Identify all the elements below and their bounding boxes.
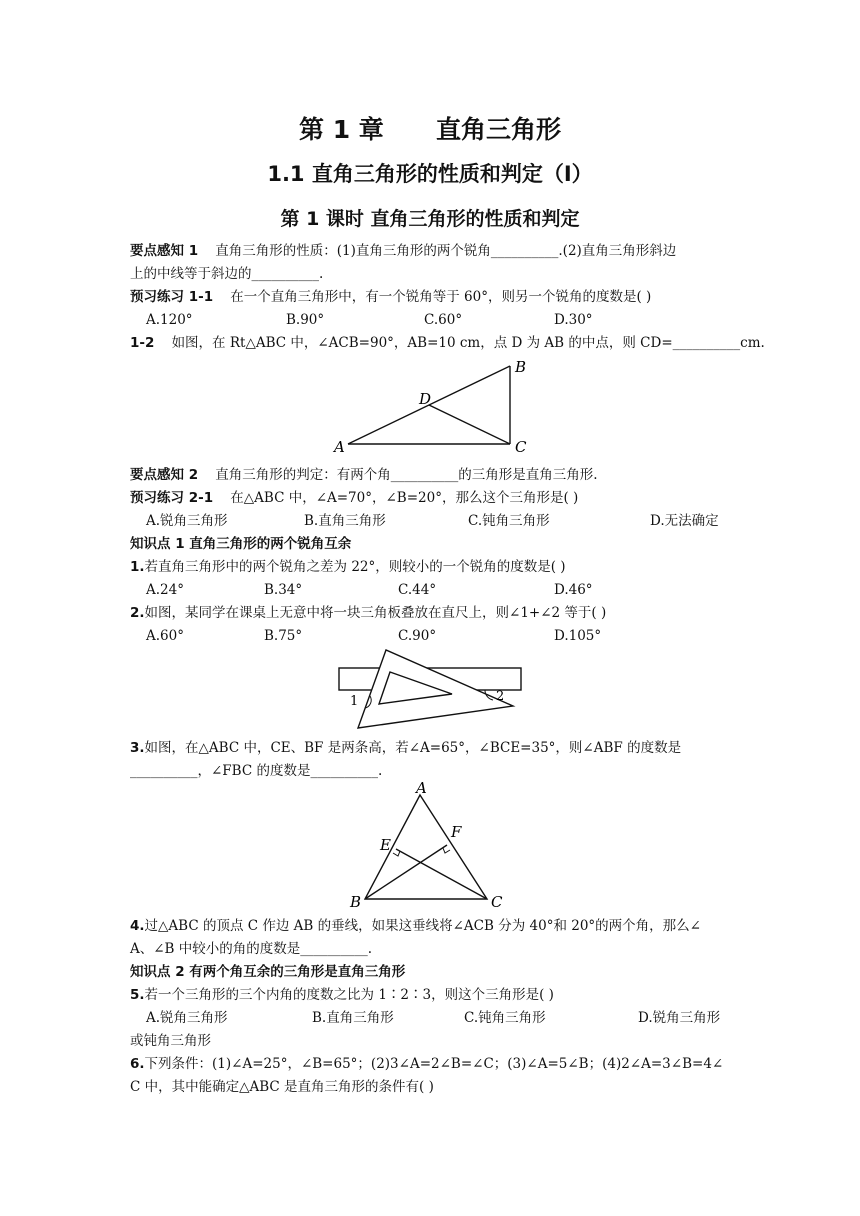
figure-set-square-on-ruler <box>335 648 525 734</box>
key-point-1-text: 直角三角形的性质：(1)直角三角形的两个锐角__________.(2)直角三角形斜边 <box>215 243 677 259</box>
altitude-bf <box>365 845 447 899</box>
label-a: A <box>416 781 427 797</box>
preview-exercise-1-2-label: 1-2 <box>130 335 155 351</box>
question-5-number: 5. <box>130 987 145 1003</box>
preview-exercise-1-2 <box>130 334 765 352</box>
question-6-text: 下列条件：(1)∠A=25°，∠B=65°；(2)3∠A=2∠B=∠C；(3)∠A=5∠B；(4)2∠A=3∠B=4∠ <box>144 1056 724 1072</box>
key-point-2 <box>130 466 732 484</box>
option-d: D.46° <box>554 582 593 598</box>
preview-exercise-2-1-label: 预习练习 2-1 <box>130 490 214 506</box>
question-3-number: 3. <box>130 740 145 756</box>
altitude-ce <box>396 849 487 899</box>
question-5-option-d-continued: 或钝角三角形 <box>130 1033 211 1049</box>
question-3-continued: __________，∠FBC 的度数是__________. <box>130 763 383 779</box>
option-c: C.60° <box>424 312 463 328</box>
option-c: C.钝角三角形 <box>464 1010 546 1026</box>
option-b: B.直角三角形 <box>304 513 386 529</box>
right-angle-mark-e <box>393 851 400 856</box>
label-c: C <box>491 893 503 909</box>
label-f: F <box>451 823 462 841</box>
lesson-title: 第 1 课时 直角三角形的性质和判定 <box>280 208 580 230</box>
question-3-text: 如图，在△ABC 中，CE、BF 是两条高，若∠A=65°，∠BCE=35°，则∠ABF 的度数是 <box>144 740 682 756</box>
key-point-2-label: 要点感知 2 <box>130 467 199 483</box>
question-6-number: 6. <box>130 1056 145 1072</box>
question-4 <box>130 917 732 935</box>
question-5 <box>130 986 732 1004</box>
label-a: A <box>334 438 345 456</box>
label-angle-2: 2 <box>496 689 505 704</box>
key-point-1-continued: 上的中线等于斜边的__________. <box>130 266 324 282</box>
question-6-continued: C 中，其中能确定△ABC 是直角三角形的条件有( ) <box>130 1079 434 1095</box>
question-1-text: 若直角三角形中的两个锐角之差为 22°，则较小的一个锐角的度数是( ) <box>144 559 566 575</box>
option-d: D.105° <box>554 628 602 644</box>
segment-cd <box>429 405 510 444</box>
figure-right-triangle <box>330 356 530 456</box>
preview-exercise-1-1 <box>130 288 732 306</box>
option-a: A.锐角三角形 <box>146 513 228 529</box>
option-a: A.锐角三角形 <box>146 1010 228 1026</box>
right-angle-mark-f <box>443 848 450 853</box>
knowledge-point-1: 知识点 1 直角三角形的两个锐角互余 <box>130 536 352 552</box>
label-d: D <box>419 390 432 408</box>
figure-triangle-altitudes <box>345 781 515 909</box>
option-b: B.直角三角形 <box>312 1010 394 1026</box>
option-d: D.锐角三角形 <box>638 1010 721 1026</box>
label-e: E <box>380 836 391 854</box>
question-6 <box>130 1055 732 1073</box>
option-d: D.30° <box>554 312 593 328</box>
question-4-continued: A、∠B 中较小的角的度数是__________. <box>130 941 373 957</box>
section-title: 1.1 直角三角形的性质和判定（I） <box>267 162 593 186</box>
option-a: A.24° <box>146 582 184 598</box>
option-a: A.120° <box>146 312 193 328</box>
key-point-1 <box>130 242 732 260</box>
preview-exercise-1-1-text: 在一个直角三角形中，有一个锐角等于 60°，则另一个锐角的度数是( ) <box>230 289 652 305</box>
option-c: C.44° <box>398 582 437 598</box>
preview-exercise-2-1 <box>130 489 732 507</box>
option-c: C.钝角三角形 <box>468 513 550 529</box>
label-b: B <box>515 358 527 376</box>
option-c: C.90° <box>398 628 437 644</box>
option-b: B.90° <box>286 312 325 328</box>
preview-exercise-1-1-label: 预习练习 1-1 <box>130 289 214 305</box>
label-b: B <box>350 893 362 909</box>
question-2-number: 2. <box>130 605 145 621</box>
chapter-title: 第 1 章 直角三角形 <box>298 115 562 144</box>
option-a: A.60° <box>146 628 184 644</box>
question-1-number: 1. <box>130 559 145 575</box>
question-4-text: 过△ABC 的顶点 C 作边 AB 的垂线，如果这垂线将∠ACB 分为 40°和 20°的两个角，那么∠ <box>144 918 701 934</box>
preview-exercise-1-2-text: 如图，在 Rt△ABC 中，∠ACB=90°，AB=10 cm，点 D 为 AB 的中点，则 CD=__________cm. <box>171 335 765 351</box>
question-5-text: 若一个三角形的三个内角的度数之比为 1∶2∶3，则这个三角形是( ) <box>144 987 554 1003</box>
option-b: B.75° <box>264 628 303 644</box>
key-point-1-label: 要点感知 1 <box>130 243 199 259</box>
question-4-number: 4. <box>130 918 145 934</box>
preview-exercise-2-1-text: 在△ABC 中，∠A=70°，∠B=20°，那么这个三角形是( ) <box>230 490 579 506</box>
knowledge-point-2: 知识点 2 有两个角互余的三角形是直角三角形 <box>130 964 406 980</box>
label-c: C <box>515 438 527 456</box>
question-2-text: 如图，某同学在课桌上无意中将一块三角板叠放在直尺上，则∠1+∠2 等于( ) <box>144 605 607 621</box>
label-angle-1: 1 <box>350 694 359 709</box>
key-point-2-text: 直角三角形的判定：有两个角__________的三角形是直角三角形. <box>215 467 598 483</box>
option-d: D.无法确定 <box>650 513 719 529</box>
option-b: B.34° <box>264 582 303 598</box>
question-3 <box>130 739 732 757</box>
question-1 <box>130 558 732 576</box>
question-2 <box>130 604 732 622</box>
